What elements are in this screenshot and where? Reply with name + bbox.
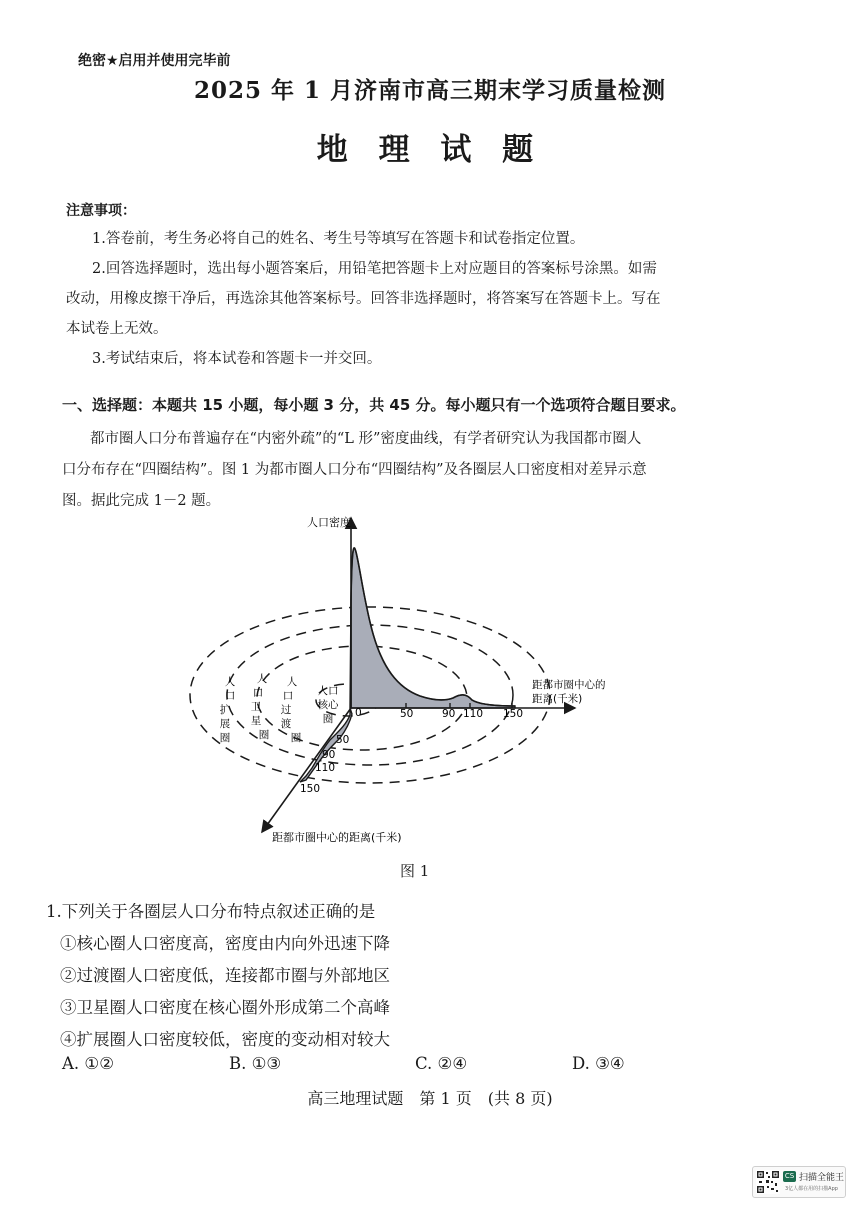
notice-list [66,224,766,374]
question-statement: ③卫星圈人口密度在核心圈外形成第二个高峰 [60,998,390,1017]
z-tick-label: 110 [315,762,336,774]
notice-item: 本试卷上无效。 [66,321,168,337]
ring-label-line: 人口 [317,685,339,697]
ring-label-char: 扩 [219,704,231,716]
density-surface [300,548,515,782]
z-tick-label: 90 [322,749,336,761]
ring-label-satellite [251,672,270,741]
section-intro [62,424,762,517]
y-axis-label: 人口密度 [307,516,351,529]
ring-label-char: 过 [280,704,292,716]
notice-item: 改动，用橡皮擦干净后，再选涂其他答案标号。回答非选择题时，将答案写在答题卡上。写在 [66,291,661,307]
ring-label-char: 卫 [250,701,262,713]
ring-label-char: 星 [250,715,262,727]
scanner-watermark [752,1166,846,1198]
x-tick-label: 90 [442,708,456,720]
section-heading: 一、选择题：本题共 15 小题，每小题 3 分，共 45 分。每小题只有一个选项符合题目要求。 [62,396,686,414]
notice-heading: 注意事项： [66,203,136,219]
ring-label-char: 圈 [258,729,270,741]
ring-label-transition [281,675,302,744]
ring-label-char: 口 [252,687,264,699]
z-tick-label: 150 [300,783,321,795]
page-footer: 高三地理试题 第 1 页 (共 8 页) [307,1089,553,1108]
x-tick-label: 150 [503,708,524,720]
question-stem: 1.下列关于各圈层人口分布特点叙述正确的是 [46,902,376,921]
ring-label-char: 人 [224,676,236,688]
exam-title: 2025 年 1 月济南市高三期末学习质量检测 [193,77,667,104]
x-axis-label-line2: 距离(千米) [532,693,583,705]
x-tick-label: 110 [463,708,484,720]
ring-label-char: 口 [224,690,236,702]
ring-label-char: 圈 [290,732,302,744]
intro-line: 都市圈人口分布普遍存在“内密外疏”的“L 形”密度曲线，有学者研究认为我国都市圈人 [90,431,642,447]
question-statement: ②过渡圈人口密度低，连接都市圈与外部地区 [60,966,390,985]
qr-code-icon [756,1170,780,1194]
x-tick-label: 0 [355,707,362,719]
cs-logo-icon: CS [784,1172,795,1180]
watermark-subtitle: 3亿人都在用的扫描App [785,1186,838,1192]
ring-label-line: 圈 [322,713,334,725]
x-axis-label-line1: 距都市圈中心的 [532,679,606,691]
ring-label-char: 人 [256,673,268,685]
notice-item: 2.回答选择题时，选出每小题答案后，用铅笔把答题卡上对应题目的答案标号涂黑。如需 [92,261,657,277]
z-axis-label: 距都市圈中心的距离(千米) [272,831,402,844]
watermark-name: 扫描全能王 [799,1173,845,1183]
ring-label-expansion [220,675,236,744]
ring-label-line: 核心 [317,699,339,711]
subject-title: 地 理 试 题 [316,132,544,168]
ring-label-char: 圈 [219,732,231,744]
option-d: D. ③④ [572,1054,625,1073]
ring-label-core [318,684,339,725]
notice-item: 3.考试结束后，将本试卷和答题卡一并交回。 [92,351,382,367]
x-tick-label: 50 [400,708,414,720]
question-statement: ④扩展圈人口密度较低，密度的变动相对较大 [60,1030,390,1049]
intro-line: 口分布存在“四圈结构”。图 1 为都市圈人口分布“四圈结构”及各圈层人口密度相对差异示意 [62,462,647,478]
notice-item: 1.答卷前，考生务必将自己的姓名、考生号等填写在答题卡和试卷指定位置。 [92,231,585,247]
population-density-figure [0,510,860,860]
option-c: C. ②④ [415,1054,468,1073]
ring-label-char: 渡 [280,718,292,730]
question-1 [46,896,390,1056]
confidential-notice: 绝密★启用并使用完毕前 [78,53,231,69]
intro-line: 图。据此完成 1－2 题。 [62,493,221,509]
option-b: B. ①③ [229,1054,282,1073]
ring-label-char: 人 [286,676,298,688]
figure-caption: 图 1 [400,862,430,880]
question-statement: ①核心圈人口密度高，密度由内向外迅速下降 [60,934,390,953]
option-a: A. ①② [62,1054,114,1073]
ring-label-char: 口 [282,690,294,702]
ring-label-char: 展 [219,718,231,730]
z-tick-label: 50 [336,734,350,746]
